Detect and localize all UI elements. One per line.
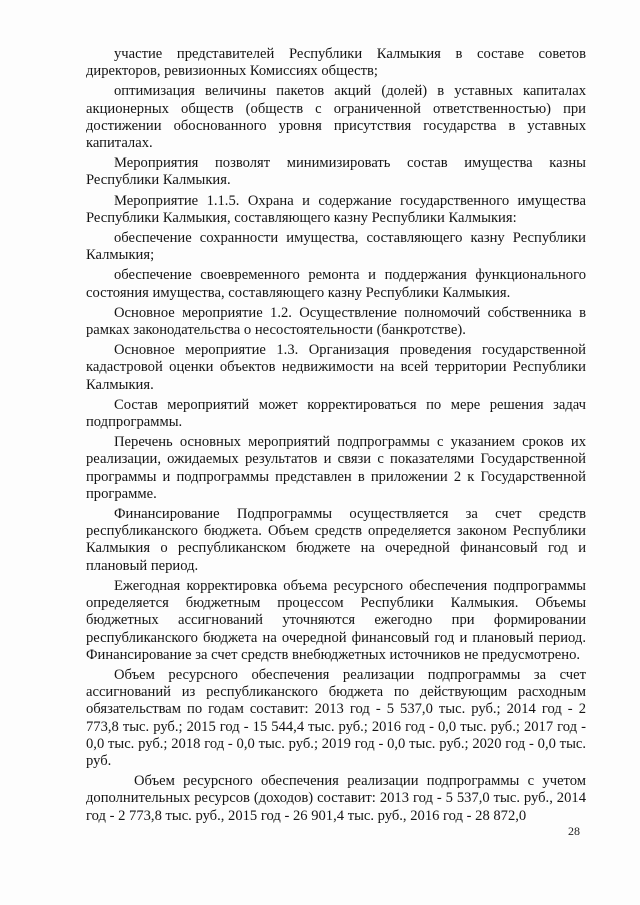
- paragraph: Перечень основных мероприятий подпрограммы с указанием сроков их реализации, ожидаемых результатов и связи с показателями Государственной программы и подпрограммы представлен в приложении 2 к Государственной программе.: [86, 434, 586, 502]
- paragraph: Мероприятие 1.1.5. Охрана и содержание государственного имущества Республики Калмыкия, составляющего казну Республики Калмыкия:: [86, 192, 586, 226]
- paragraph: Основное мероприятие 1.3. Организация проведения государственной кадастровой оценки объектов недвижимости на всей территории Республики Калмыкия.: [86, 342, 586, 393]
- paragraph: Финансирование Подпрограммы осуществляется за счет средств республиканского бюджета. Объем средств определяется законом Республики Калмыкия о республиканском бюджете на очередной финансовый год и плановый период.: [86, 506, 586, 574]
- paragraph: участие представителей Республики Калмыкия в составе советов директоров, ревизионных Комиссиях обществ;: [86, 46, 586, 80]
- paragraph: обеспечение своевременного ремонта и поддержания функционального состояния имущества, составляющего казну Республики Калмыкия.: [86, 267, 586, 301]
- paragraph: Объем ресурсного обеспечения реализации подпрограммы с учетом дополнительных ресурсов (доходов) составит: 2013 год - 5 537,0 тыс. руб., 2014 год - 2 773,8 тыс. руб., 2015 год - 26 901,4 тыс. руб., 2016 год - 28 872,0: [86, 773, 586, 824]
- paragraph: Ежегодная корректировка объема ресурсного обеспечения подпрограммы определяется бюджетным процессом Республики Калмыкия. Объемы бюджетных ассигнований уточняются ежегодно при формировании республиканского бюджета на очередной финансовый год и плановый период. Финансирование за счет средств внебюджетных источников не предусмотрено.: [86, 577, 586, 663]
- page-number: 28: [568, 824, 580, 838]
- paragraph: Объем ресурсного обеспечения реализации подпрограммы за счет ассигнований из республиканского бюджета по действующим расходным обязательствам по годам составит: 2013 год - 5 537,0 тыс. руб.; 2014 год - 2 773,8 тыс. руб.; 2015 год - 15 544,4 тыс. руб.; 2016 год - 0,0 тыс. руб.; 2017 год - 0,0 тыс. руб.; 2018 год - 0,0 тыс. руб.; 2019 год - 0,0 тыс. руб.; 2020 год - 0,0 тыс. руб.: [86, 666, 586, 769]
- paragraph: Мероприятия позволят минимизировать состав имущества казны Республики Калмыкия.: [86, 155, 586, 189]
- paragraph: обеспечение сохранности имущества, составляющего казну Республики Калмыкия;: [86, 230, 586, 264]
- paragraph: Состав мероприятий может корректироваться по мере решения задач подпрограммы.: [86, 396, 586, 431]
- paragraph: Основное мероприятие 1.2. Осуществление полномочий собственника в рамках законодательства о несостоятельности (банкротстве).: [86, 304, 586, 339]
- document-body: [86, 46, 586, 828]
- paragraph: оптимизация величины пакетов акций (долей) в уставных капиталах акционерных обществ (обществ с ограниченной ответственностью) при достижении обоснованного уровня присутствия государства в уставных капиталах.: [86, 83, 586, 152]
